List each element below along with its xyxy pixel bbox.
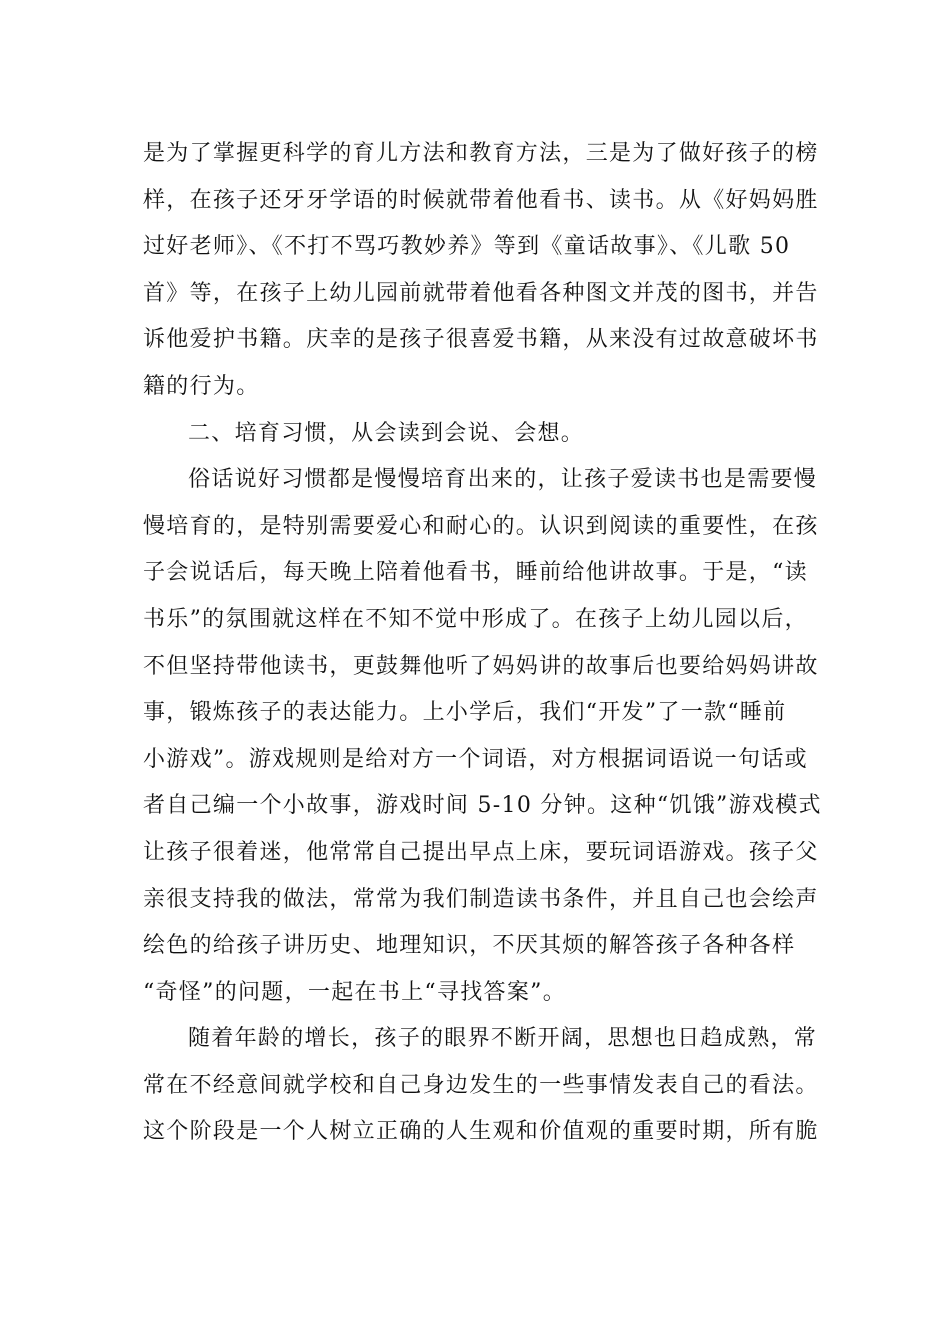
- paragraph-first-line: 随着年龄的增长，孩子的眼界不断开阔，思想也日趋成熟，常: [188, 1026, 818, 1052]
- section-heading: 二、培育习惯，从会读到会说、会想。: [188, 420, 585, 446]
- text-line: 常在不经意间就学校和自己身边发生的一些事情发表自己的看法。: [143, 1072, 819, 1098]
- text-line: 是为了掌握更科学的育儿方法和教育方法，三是为了做好孩子的榜: [143, 141, 819, 166]
- text-line: 籍的行为。: [143, 373, 260, 399]
- text-line: 者自己编一个小故事，游戏时间 5-10 分钟。这种“饥饿”游戏模式: [143, 793, 822, 819]
- text-line: 首》等，在孩子上幼儿园前就带着他看各种图文并茂的图书，并告: [143, 280, 819, 306]
- document-body: [143, 131, 823, 1156]
- text-line: 不但坚持带他读书，更鼓舞他听了妈妈讲的故事后也要给妈妈讲故: [143, 653, 819, 679]
- text-line: “奇怪”的问题，一起在书上“寻找答案”。: [143, 979, 566, 1005]
- text-line: 慢培育的，是特别需要爱心和耐心的。认识到阅读的重要性，在孩: [143, 513, 819, 539]
- text-line: 绘色的给孩子讲历史、地理知识，不厌其烦的解答孩子各种各样: [143, 933, 796, 959]
- text-line: 子会说话后，每天晚上陪着他看书，睡前给他讲故事。于是，“读: [143, 560, 808, 586]
- text-line: 小游戏”。游戏规则是给对方一个词语，对方根据词语说一句话或: [143, 746, 808, 772]
- text-line: 亲很支持我的做法，常常为我们制造读书条件，并且自己也会绘声: [143, 886, 819, 912]
- paragraph-first-line: 俗话说好习惯都是慢慢培育出来的，让孩子爱读书也是需要慢: [188, 467, 818, 493]
- text-line: 书乐”的氛围就这样在不知不觉中形成了。在孩子上幼儿园以后，: [143, 606, 808, 632]
- text-line: 事，锻炼孩子的表达能力。上小学后，我们“开发”了一款“睡前: [143, 700, 787, 726]
- text-line: 这个阶段是一个人树立正确的人生观和价值观的重要时期，所有脆: [143, 1119, 819, 1145]
- text-line: 过好老师》、《不打不骂巧教妙养》等到《童话故事》、《儿歌 50: [143, 234, 791, 260]
- text-line: 让孩子很着迷，他常常自己提出早点上床，要玩词语游戏。孩子父: [143, 839, 819, 865]
- text-line: 样，在孩子还牙牙学语的时候就带着他看书、读书。从《好妈妈胜: [143, 187, 819, 213]
- text-line: 诉他爱护书籍。庆幸的是孩子很喜爱书籍，从来没有过故意破坏书: [143, 327, 819, 353]
